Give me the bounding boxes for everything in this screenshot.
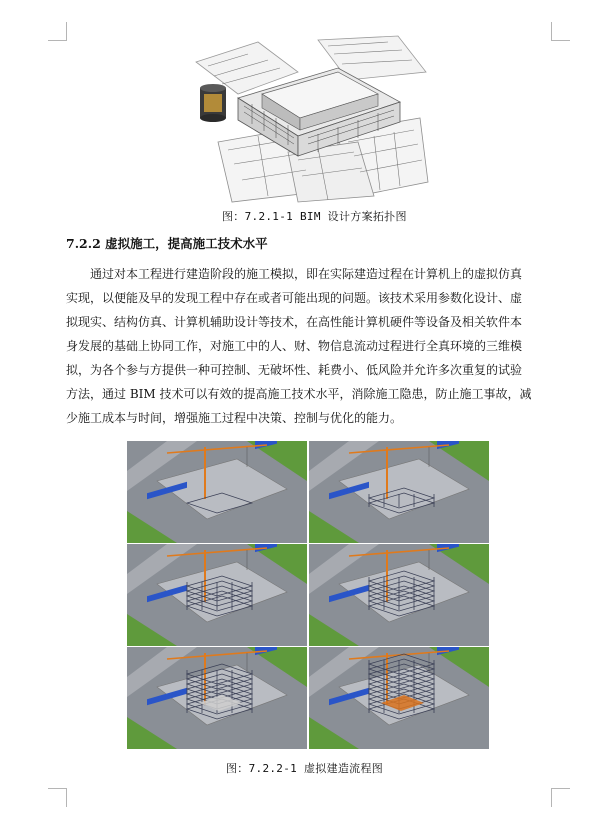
- paragraph-line: 通过对本工程进行建造阶段的施工模拟，即在实际建造过程在计算机上的虚拟仿真: [90, 267, 523, 281]
- construction-stage-6: [309, 647, 489, 749]
- figure-1-caption: 图：7.2.1-1 BIM 设计方案拓扑图: [222, 210, 407, 223]
- section-heading: 7.2.2 虚拟施工，提高施工技术水平: [66, 236, 268, 251]
- construction-stage-4: [309, 544, 489, 646]
- paragraph-line: 少施工成本与时间，增强施工过程中决策、控制与优化的能力。: [66, 411, 403, 425]
- construction-stage-5: [127, 647, 307, 749]
- paragraph-line: 拟现实、结构仿真、计算机辅助设计等技术，在高性能计算机硬件等设备及相关软件本: [66, 315, 523, 329]
- bim-design-figure: [188, 32, 432, 204]
- paragraph-line: 实现，以便能及早的发现工程中存在或者可能出现的问题。该技术采用参数化设计、虚: [66, 291, 523, 305]
- crop-mark-bottom-left: [48, 788, 67, 807]
- paragraph-line: 身发展的基础上协同工作，对施工中的人、财、物信息流动过程进行全真环境的三维模: [66, 339, 523, 353]
- paragraph-line: 拟，为各个参与方提供一种可控制、无破坏性、耗费小、低风险并允许多次重复的试验: [66, 363, 523, 377]
- body-paragraph: [66, 262, 552, 430]
- paragraph-line: 方法，通过 BIM 技术可以有效的提高施工技术水平，消除施工隐患，防止施工事故，减: [66, 387, 532, 401]
- figure-2-caption: 图：7.2.2-1 虚拟建造流程图: [226, 762, 384, 775]
- crop-mark-bottom-right: [551, 788, 570, 807]
- construction-stage-3: [127, 544, 307, 646]
- crop-mark-top-left: [48, 22, 67, 41]
- database-cylinder-icon: [200, 84, 226, 122]
- crop-mark-top-right: [551, 22, 570, 41]
- construction-stage-1: [127, 441, 307, 543]
- virtual-construction-figure: [127, 441, 489, 749]
- construction-stage-2: [309, 441, 489, 543]
